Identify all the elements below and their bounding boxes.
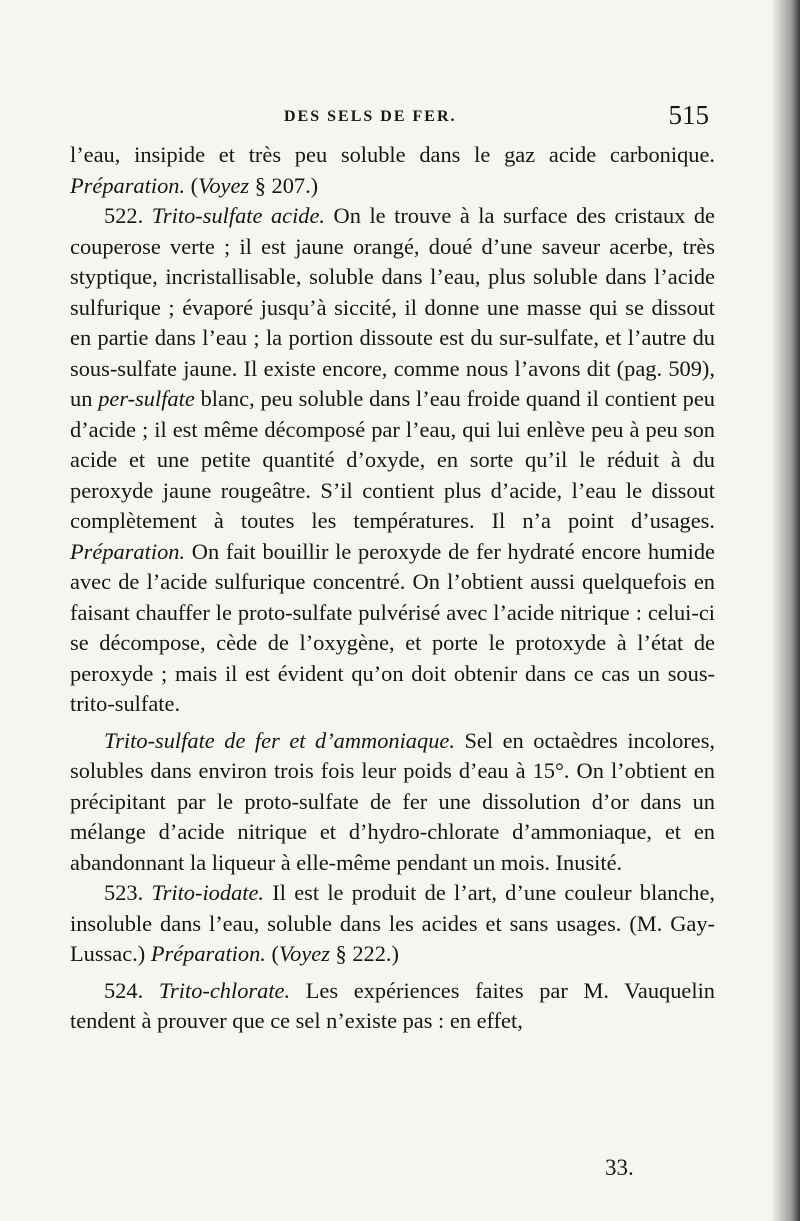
running-title: DES SELS DE FER.	[284, 108, 457, 125]
section-heading: Trito-chlorate.	[158, 977, 291, 1003]
section-heading: Trito-iodate.	[151, 880, 265, 905]
paragraph-524: 524. Trito-chlorate. Les expériences faites par M. Vauquelin tendent à prouver que ce sel n’existe pas : en effet,	[70, 977, 716, 1033]
paragraph-ammonium: Trito-sulfate de fer et d’ammoniaque. Sel en octaèdres incolores, solubles dans environ trois fois leur poids d’eau à 15°. On l’obtient en précipitant par le proto-sulfate de fer une dissolution d’or dans un mélange d’acide nitrique et d’hydro-chlorate d’ammoniaque, et en abandonnant la liqueur à elle-même pendant un mois. Inusité.	[70, 727, 716, 875]
section-heading: Trito-sulfate de fer et d’ammoniaque.	[104, 727, 455, 753]
paragraph-continuation: l’eau, insipide et très peu soluble dans le gaz acide carbonique. Préparation. (Voyez § 207.)	[70, 142, 715, 198]
section-heading: Trito-sulfate acide.	[151, 203, 326, 228]
page-gutter-shadow	[772, 0, 800, 1221]
page-number: 515	[668, 100, 709, 130]
body-text	[70, 140, 715, 1037]
signature-mark: 33.	[605, 1155, 634, 1180]
page-header	[70, 100, 715, 136]
paragraph-523: 523. Trito-iodate. Il est le produit de l’art, d’une couleur blanche, insoluble dans l’eau, soluble dans les acides et sans usages. (M. Gay-Lussac.) Préparation. (Voyez § 222.)	[70, 880, 715, 966]
paragraph-522: 522. Trito-sulfate acide. On le trouve à la surface des cristaux de couperose verte ; il est jaune orangé, doué d’une saveur acerbe, très styptique, incristallisable, soluble dans l’eau, plus soluble dans l’acide sulfurique ; évaporé jusqu’à siccité, il donne une masse qui se dissout en partie dans l’eau ; la portion dissoute est du sur-sulfate, et l’autre du sous-sulfate jaune. Il existe encore, comme nous l’avons dit (pag. 509), un per-sulfate blanc, peu soluble dans l’eau froide quand il contient peu d’acide ; il est même décomposé par l’eau, qui lui enlève peu à peu son acide et une petite quantité d’oxyde, en sorte qu’il le réduit à du peroxyde jaune rougeâtre. S’il contient plus d’acide, l’eau le dissout complètement à toutes les températures. Il n’a point d’usages. Préparation. On fait bouillir le peroxyde de fer hydraté encore humide avec de l’acide sulfurique concentré. On l’obtient aussi quelquefois en faisant chauffer le proto-sulfate pulvérisé avec l’acide nitrique : celui-ci se décompose, cède de l’oxygène, et porte le protoxyde à l’état de peroxyde ; mais il est évident qu’on doit obtenir dans ce cas un sous-trito-sulfate.	[70, 203, 716, 716]
